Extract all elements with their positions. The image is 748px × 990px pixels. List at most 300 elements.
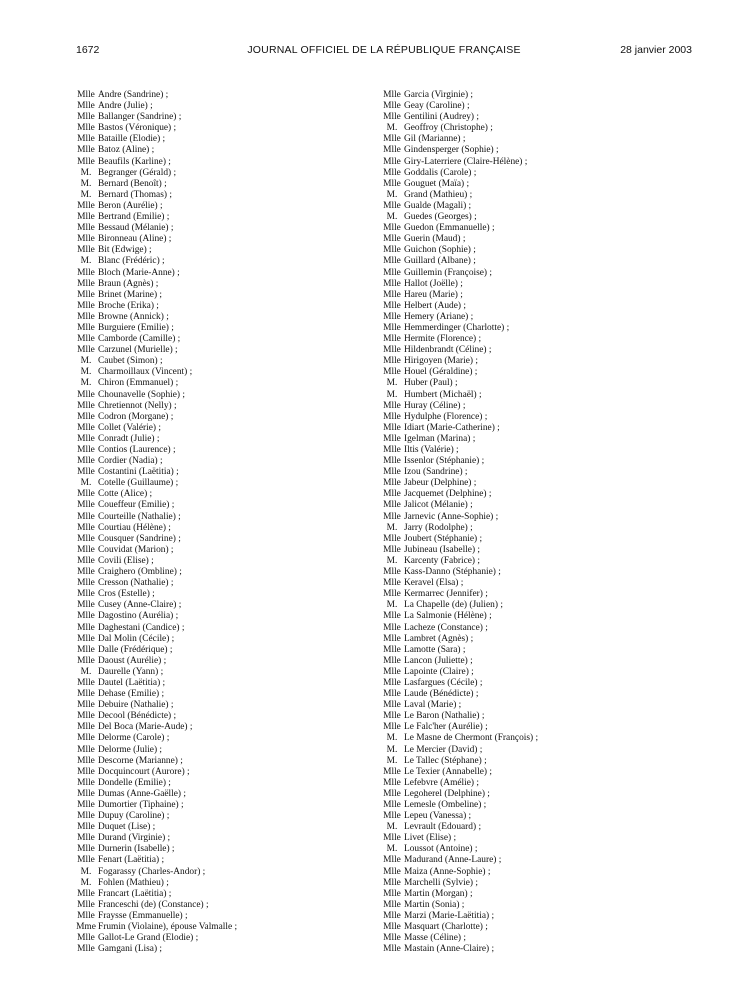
- civility-title: Mlle: [383, 245, 401, 256]
- civility-title: Mlle: [383, 578, 401, 589]
- list-item: [74, 922, 360, 933]
- person-name: Martin (Sonia) ;: [404, 899, 465, 910]
- list-item: [380, 878, 680, 889]
- list-item: [380, 656, 680, 667]
- civility-title: Mlle: [77, 855, 95, 866]
- civility-title: Mlle: [383, 777, 401, 788]
- list-item: [74, 822, 360, 833]
- person-name: Braun (Agnès) ;: [98, 278, 159, 289]
- person-name: Bernard (Benoît) ;: [98, 178, 167, 189]
- civility-title: Mlle: [77, 389, 95, 400]
- list-item: [380, 889, 680, 900]
- civility-title: Mlle: [77, 700, 95, 711]
- civility-title: Mlle: [77, 589, 95, 600]
- civility-title: Mlle: [383, 888, 401, 899]
- list-item: [74, 578, 360, 589]
- list-item: [74, 800, 360, 811]
- person-name: Le Tallec (Stéphane) ;: [404, 755, 487, 766]
- civility-title: M.: [386, 744, 398, 755]
- person-name: Courteille (Nathalie) ;: [98, 511, 181, 522]
- person-name: Legoherel (Delphine) ;: [404, 788, 490, 799]
- list-item: [74, 367, 360, 378]
- person-name: Cousquer (Sandrine) ;: [98, 533, 181, 544]
- list-item: [74, 756, 360, 767]
- list-item: [380, 512, 680, 523]
- list-item: [380, 256, 680, 267]
- civility-title: Mlle: [383, 289, 401, 300]
- list-item: [380, 112, 680, 123]
- person-name: Daghestani (Candice) ;: [98, 622, 185, 633]
- civility-title: Mlle: [77, 777, 95, 788]
- civility-title: Mlle: [77, 567, 95, 578]
- civility-title: Mlle: [383, 456, 401, 467]
- list-item: [74, 556, 360, 567]
- civility-title: Mlle: [383, 700, 401, 711]
- list-item: [380, 201, 680, 212]
- person-name: Loussot (Antoine) ;: [404, 844, 478, 855]
- person-name: Goddalis (Carole) ;: [404, 167, 477, 178]
- person-name: Burguiere (Emilie) ;: [98, 322, 174, 333]
- civility-title: Mlle: [77, 123, 95, 134]
- civility-title: Mlle: [383, 411, 401, 422]
- person-name: Hydulphe (Florence) ;: [404, 411, 488, 422]
- list-item: [74, 179, 360, 190]
- list-item: [74, 844, 360, 855]
- list-item: [74, 545, 360, 556]
- civility-title: Mlle: [383, 334, 401, 345]
- person-name: Lefebvre (Amélie) ;: [404, 777, 479, 788]
- civility-title: Mlle: [77, 289, 95, 300]
- person-name: Broche (Erika) ;: [98, 300, 159, 311]
- civility-title: Mlle: [77, 311, 95, 322]
- person-name: Issenlor (Stéphanie) ;: [404, 456, 485, 467]
- person-name: Dautel (Laëtitia) ;: [98, 677, 166, 688]
- list-item: [74, 401, 360, 412]
- person-name: Couvidat (Marion) ;: [98, 544, 174, 555]
- civility-title: M.: [80, 256, 92, 267]
- civility-title: Mlle: [77, 611, 95, 622]
- list-item: [74, 722, 360, 733]
- person-name: Hareu (Marie) ;: [404, 289, 463, 300]
- person-name: La Chapelle (de) (Julien) ;: [404, 600, 503, 611]
- civility-title: Mlle: [77, 733, 95, 744]
- list-item: [380, 312, 680, 323]
- person-name: Durnerin (Isabelle) ;: [98, 844, 175, 855]
- person-name: Contios (Laurence) ;: [98, 445, 176, 455]
- list-item: [380, 279, 680, 290]
- civility-title: M.: [80, 167, 92, 178]
- person-name: Lasfargues (Cécile) ;: [404, 677, 483, 688]
- civility-title: M.: [386, 844, 398, 855]
- person-name: Chretiennot (Nelly) ;: [98, 400, 177, 411]
- list-item: [380, 101, 680, 112]
- civility-title: Mlle: [383, 855, 401, 866]
- list-item: [74, 789, 360, 800]
- person-name: Le Falc'her (Aurélie) ;: [404, 722, 488, 733]
- person-name: Brinet (Marine) ;: [98, 289, 163, 300]
- civility-title: Mlle: [383, 178, 401, 189]
- list-item: [380, 578, 680, 589]
- civility-title: Mlle: [383, 433, 401, 444]
- list-item: [74, 667, 360, 678]
- list-item: [380, 833, 680, 844]
- list-item: [74, 767, 360, 778]
- civility-title: M.: [386, 600, 398, 611]
- list-item: [74, 123, 360, 134]
- person-name: Hirigoyen (Marie) ;: [404, 356, 478, 367]
- civility-title: Mlle: [77, 744, 95, 755]
- person-name: Codron (Morgane) ;: [98, 411, 174, 422]
- person-name: Chounavelle (Sophie) ;: [98, 389, 185, 400]
- person-name: Livet (Elise) ;: [404, 833, 457, 844]
- civility-title: M.: [386, 378, 398, 389]
- person-name: Daoust (Aurélie) ;: [98, 655, 167, 666]
- person-name: Fohlen (Mathieu) ;: [98, 877, 169, 888]
- civility-title: Mlle: [77, 910, 95, 921]
- person-name: Guillemin (Françoise) ;: [404, 267, 493, 278]
- person-name: Bastos (Véronique) ;: [98, 123, 177, 134]
- list-item: [380, 345, 680, 356]
- civility-title: Mlle: [77, 933, 95, 944]
- person-name: Dumas (Anne-Gaëlle) ;: [98, 788, 186, 799]
- list-item: [74, 268, 360, 279]
- person-name: Maiza (Anne-Sophie) ;: [404, 866, 491, 877]
- civility-title: Mlle: [77, 489, 95, 500]
- list-item: [380, 145, 680, 156]
- civility-title: M.: [386, 389, 398, 400]
- person-name: Keravel (Elsa) ;: [404, 578, 464, 589]
- list-item: [74, 301, 360, 312]
- civility-title: Mlle: [383, 311, 401, 322]
- civility-title: Mlle: [383, 722, 401, 733]
- person-name: Daurelle (Yann) ;: [98, 666, 164, 677]
- person-name: Guedes (Georges) ;: [404, 212, 477, 223]
- list-item: [380, 645, 680, 656]
- person-name: Costantini (Laëtitia) ;: [98, 467, 179, 478]
- list-item: [380, 168, 680, 179]
- list-item: [380, 711, 680, 722]
- person-name: Conradt (Julie) ;: [98, 433, 160, 444]
- list-item: [380, 589, 680, 600]
- person-name: Gindensperger (Sophie) ;: [404, 145, 499, 156]
- list-item: [380, 545, 680, 556]
- person-name: Lacheze (Constance) ;: [404, 622, 488, 633]
- person-name: Guillard (Albane) ;: [404, 256, 476, 267]
- person-name: Jubineau (Isabelle) ;: [404, 544, 481, 555]
- person-name: Dumortier (Tiphaine) ;: [98, 800, 184, 810]
- civility-title: Mlle: [383, 278, 401, 289]
- list-item: [380, 745, 680, 756]
- list-item: [380, 855, 680, 866]
- person-name: Gamgani (Lisa) ;: [98, 944, 163, 955]
- civility-title: Mlle: [77, 234, 95, 245]
- list-item: [74, 112, 360, 123]
- civility-title: Mlle: [383, 689, 401, 700]
- list-item: [380, 867, 680, 878]
- civility-title: Mlle: [383, 356, 401, 367]
- civility-title: Mlle: [77, 445, 95, 455]
- person-name: Beaufils (Karline) ;: [98, 156, 171, 167]
- civility-title: Mlle: [383, 766, 401, 777]
- civility-title: Mlle: [77, 411, 95, 422]
- list-item: [74, 190, 360, 201]
- list-item: [380, 90, 680, 101]
- civility-title: Mlle: [383, 567, 401, 578]
- list-item: [380, 179, 680, 190]
- list-item: [380, 290, 680, 301]
- list-item: [380, 678, 680, 689]
- list-item: [380, 756, 680, 767]
- list-item: [74, 623, 360, 634]
- person-name: Cotelle (Guillaume) ;: [98, 478, 179, 489]
- person-name: Le Mercier (David) ;: [404, 744, 483, 755]
- person-name: Courtiau (Hélène) ;: [98, 522, 171, 533]
- civility-title: Mlle: [383, 112, 401, 123]
- civility-title: Mlle: [77, 212, 95, 223]
- civility-title: Mlle: [77, 711, 95, 722]
- list-item: [74, 933, 360, 944]
- list-item: [380, 478, 680, 489]
- person-name: Covili (Elise) ;: [98, 555, 154, 566]
- list-item: [380, 722, 680, 733]
- person-name: Cordier (Nadia) ;: [98, 456, 163, 467]
- civility-title: Mlle: [77, 101, 95, 112]
- list-item: [74, 223, 360, 234]
- list-item: [380, 944, 680, 955]
- civility-title: M.: [386, 522, 398, 533]
- list-item: [74, 345, 360, 356]
- person-name: Lancon (Juliette) ;: [404, 655, 473, 666]
- person-name: Jarry (Rodolphe) ;: [404, 522, 473, 533]
- list-item: [74, 101, 360, 112]
- civility-title: Mlle: [77, 511, 95, 522]
- list-item: [380, 401, 680, 412]
- civility-title: Mlle: [77, 655, 95, 666]
- list-item: [74, 412, 360, 423]
- person-name: Geay (Caroline) ;: [404, 101, 470, 112]
- civility-title: M.: [386, 822, 398, 833]
- person-name: Joubert (Stéphanie) ;: [404, 533, 483, 544]
- person-name: Dal Molin (Cécile) ;: [98, 633, 175, 644]
- person-name: Batoz (Aline) ;: [98, 145, 155, 156]
- list-item: [74, 811, 360, 822]
- civility-title: Mlle: [383, 200, 401, 211]
- list-item: [380, 390, 680, 401]
- civility-title: Mlle: [383, 800, 401, 810]
- person-name: Craighero (Ombline) ;: [98, 567, 182, 578]
- page-header: [76, 44, 692, 60]
- person-name: Begranger (Gérald) ;: [98, 167, 177, 178]
- list-item: [380, 234, 680, 245]
- person-name: Cros (Estelle) ;: [98, 589, 155, 600]
- person-name: Marzi (Marie-Laëtitia) ;: [404, 910, 495, 921]
- person-name: Gil (Marianne) ;: [404, 134, 466, 145]
- list-item: [74, 944, 360, 955]
- person-name: Lambret (Agnès) ;: [404, 633, 474, 644]
- civility-title: Mlle: [383, 511, 401, 522]
- civility-title: M.: [386, 733, 398, 744]
- civility-title: Mlle: [77, 689, 95, 700]
- civility-title: Mlle: [383, 267, 401, 278]
- person-name: Bit (Edwige) ;: [98, 245, 152, 256]
- civility-title: Mlle: [383, 322, 401, 333]
- civility-title: Mlle: [77, 788, 95, 799]
- list-item: [74, 745, 360, 756]
- person-name: Kermarrec (Jennifer) ;: [404, 589, 488, 600]
- civility-title: Mlle: [383, 833, 401, 844]
- list-item: [74, 611, 360, 622]
- civility-title: Mlle: [77, 633, 95, 644]
- list-item: [380, 489, 680, 500]
- list-item: [380, 778, 680, 789]
- list-item: [74, 700, 360, 711]
- list-item: [380, 212, 680, 223]
- person-name: Durand (Virginie) ;: [98, 833, 171, 844]
- civility-title: M.: [80, 478, 92, 489]
- person-name: Huray (Céline) ;: [404, 400, 466, 411]
- person-name: Duquet (Lise) ;: [98, 822, 156, 833]
- civility-title: Mlle: [383, 533, 401, 544]
- civility-title: Mlle: [383, 134, 401, 145]
- civility-title: Mlle: [383, 644, 401, 655]
- civility-title: Mlle: [383, 544, 401, 555]
- person-name: Gentilini (Audrey) ;: [404, 112, 479, 123]
- person-name: Grand (Mathieu) ;: [404, 189, 473, 200]
- list-item: [380, 423, 680, 434]
- civility-title: M.: [80, 378, 92, 389]
- person-name: Guichon (Sophie) ;: [404, 245, 476, 256]
- publication-date: 28 janvier 2003: [620, 44, 692, 56]
- civility-title: Mlle: [383, 345, 401, 356]
- civility-title: Mlle: [77, 766, 95, 777]
- person-name: Chiron (Emmanuel) ;: [98, 378, 179, 389]
- person-name: Coueffeur (Emilie) ;: [98, 500, 175, 511]
- person-name: Jalicot (Mélanie) ;: [404, 500, 473, 511]
- civility-title: Mlle: [383, 677, 401, 688]
- list-item: [74, 867, 360, 878]
- list-item: [74, 434, 360, 445]
- list-item: [74, 523, 360, 534]
- person-name: Lapointe (Claire) ;: [404, 666, 474, 677]
- civility-title: Mlle: [77, 156, 95, 167]
- person-name: Gallot-Le Grand (Elodie) ;: [98, 933, 199, 944]
- list-item: [380, 245, 680, 256]
- list-item: [380, 523, 680, 534]
- left-name-column: [74, 90, 360, 955]
- civility-title: Mlle: [383, 145, 401, 156]
- list-item: [74, 256, 360, 267]
- person-name: Delorme (Carole) ;: [98, 733, 170, 744]
- civility-title: Mlle: [77, 644, 95, 655]
- civility-title: Mlle: [77, 533, 95, 544]
- civility-title: Mlle: [77, 522, 95, 533]
- list-item: [380, 634, 680, 645]
- civility-title: Mlle: [383, 711, 401, 722]
- civility-title: Mlle: [383, 422, 401, 433]
- person-name: Le Masne de Chermont (François) ;: [404, 733, 539, 744]
- list-item: [380, 223, 680, 234]
- civility-title: Mlle: [383, 234, 401, 245]
- civility-title: Mlle: [77, 134, 95, 145]
- person-name: Decool (Bénédicte) ;: [98, 711, 177, 722]
- person-name: Docquincourt (Aurore) ;: [98, 766, 190, 777]
- list-item: [74, 145, 360, 156]
- civility-title: Mlle: [77, 755, 95, 766]
- person-name: Dupuy (Caroline) ;: [98, 811, 170, 822]
- civility-title: M.: [386, 555, 398, 566]
- person-name: Charmoillaux (Vincent) ;: [98, 367, 193, 378]
- list-item: [74, 290, 360, 301]
- list-item: [74, 390, 360, 401]
- civility-title: Mlle: [77, 622, 95, 633]
- civility-title: Mlle: [77, 722, 95, 733]
- person-name: Blanc (Frédéric) ;: [98, 256, 165, 267]
- list-item: [380, 134, 680, 145]
- person-name: Fraysse (Emmanuelle) ;: [98, 910, 188, 921]
- person-name: Geoffroy (Christophe) ;: [404, 123, 493, 134]
- civility-title: Mlle: [383, 933, 401, 944]
- list-item: [74, 279, 360, 290]
- person-name: Franceschi (de) (Constance) ;: [98, 899, 209, 910]
- list-item: [74, 733, 360, 744]
- civility-title: Mlle: [383, 400, 401, 411]
- list-item: [74, 456, 360, 467]
- list-item: [74, 445, 360, 456]
- civility-title: M.: [386, 212, 398, 223]
- list-item: [380, 733, 680, 744]
- person-name: Mastain (Anne-Claire) ;: [404, 944, 495, 955]
- person-name: Browne (Annick) ;: [98, 311, 169, 322]
- civility-title: M.: [80, 877, 92, 888]
- civility-title: Mlle: [383, 922, 401, 933]
- list-item: [74, 489, 360, 500]
- civility-title: Mlle: [77, 400, 95, 411]
- list-item: [74, 855, 360, 866]
- civility-title: Mlle: [383, 910, 401, 921]
- civility-title: M.: [386, 755, 398, 766]
- person-name: Bloch (Marie-Anne) ;: [98, 267, 180, 278]
- civility-title: Mlle: [77, 811, 95, 822]
- list-item: [74, 567, 360, 578]
- civility-title: Mlle: [383, 866, 401, 877]
- list-item: [74, 356, 360, 367]
- person-name: Bertrand (Emilie) ;: [98, 212, 170, 223]
- person-name: Del Boca (Marie-Aude) ;: [98, 722, 193, 733]
- list-item: [380, 933, 680, 944]
- civility-title: Mlle: [383, 367, 401, 378]
- civility-title: Mlle: [383, 90, 401, 100]
- list-item: [74, 334, 360, 345]
- list-item: [380, 500, 680, 511]
- person-name: Hemmerdinger (Charlotte) ;: [404, 322, 510, 333]
- list-item: [74, 245, 360, 256]
- list-item: [74, 134, 360, 145]
- person-name: Dagostino (Aurélia) ;: [98, 611, 179, 622]
- person-name: Kass-Danno (Stéphanie) ;: [404, 567, 501, 578]
- list-item: [380, 789, 680, 800]
- civility-title: M.: [80, 866, 92, 877]
- list-item: [380, 123, 680, 134]
- list-item: [380, 268, 680, 279]
- list-item: [74, 589, 360, 600]
- list-item: [380, 467, 680, 478]
- list-item: [380, 301, 680, 312]
- person-name: Collet (Valérie) ;: [98, 422, 161, 433]
- list-item: [380, 922, 680, 933]
- civility-title: Mlle: [77, 467, 95, 478]
- civility-title: Mlle: [77, 555, 95, 566]
- civility-title: Mlle: [383, 633, 401, 644]
